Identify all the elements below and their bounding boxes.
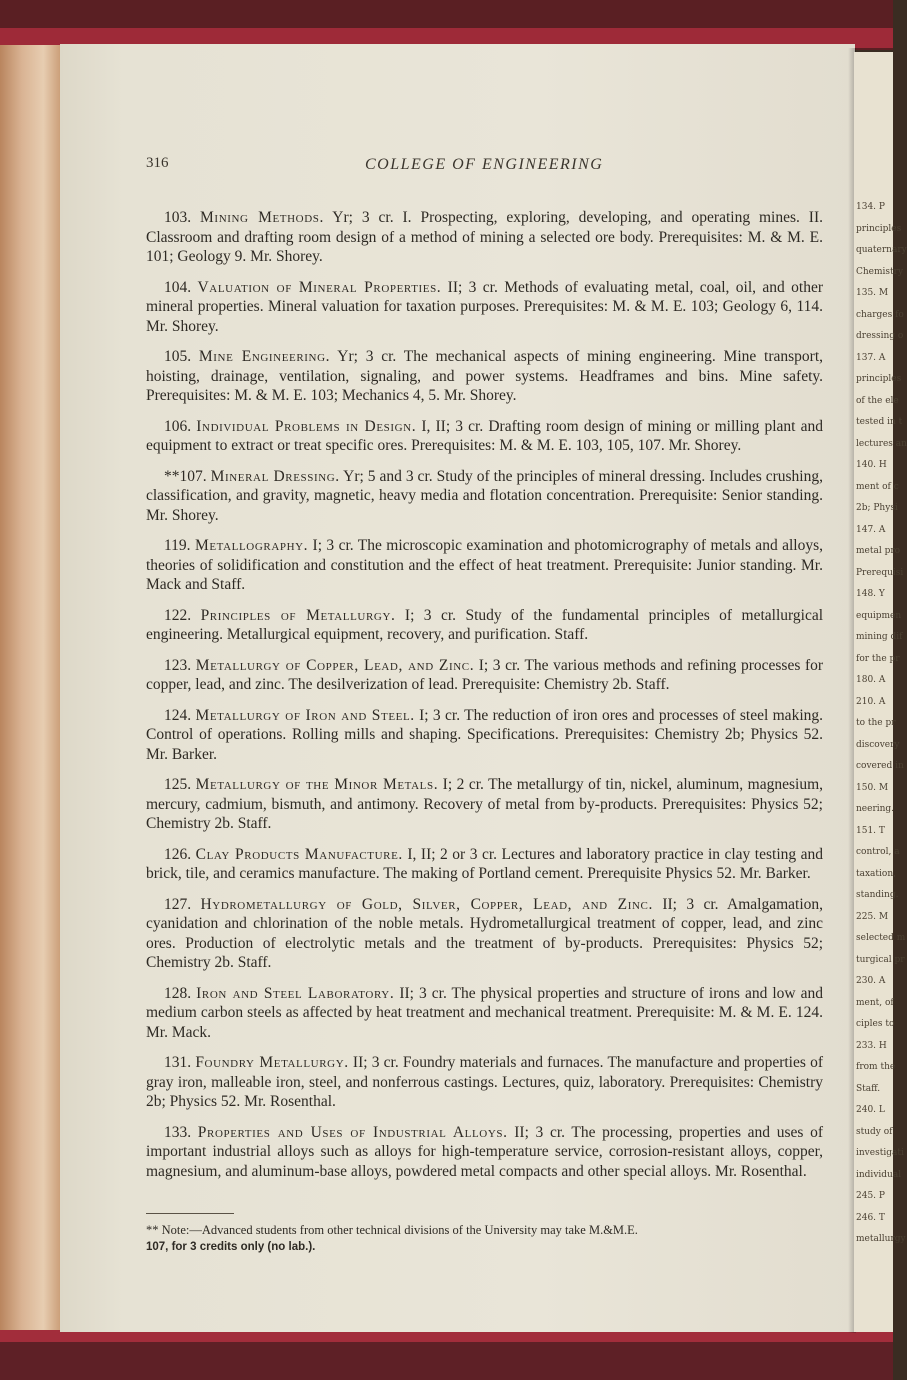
course-title: Metallurgy of Iron and Steel. xyxy=(195,706,415,724)
course-entry xyxy=(146,1123,823,1182)
course-description: I; 3 cr. The reduction of iron ores and processes of steel making. Control of operations. Rolling mills and shaping. Specifications. Prerequisites: Chemistry 2b; Physics 52. Mr. Barker. xyxy=(146,706,823,763)
course-number: 122. xyxy=(164,606,192,624)
facing-page-fragment: Prerequisi xyxy=(856,567,904,578)
course-number: 105. xyxy=(164,348,192,365)
course-description: II; 3 cr. Foundry materials and furnaces. The manufacture and properties of gray iron, malleable iron, steel, and nonferrous castings. Lectures, quiz, laboratory. Prerequisites: Chemistry 2b; Physics 52. Mr. Rosenthal. xyxy=(146,1054,823,1110)
footnote xyxy=(146,1222,826,1256)
course-description: II; 3 cr. Methods of evaluating metal, coal, oil, and other mineral properties. Mineral valuation for taxation purposes. Prerequisites: M. & M. E. 103; Geology 6, 114. Mr. Shorey. xyxy=(146,278,823,335)
footnote-line-2: 107, for 3 credits only (no lab.). xyxy=(146,1241,316,1253)
facing-page-fragment: charges fo xyxy=(856,309,904,320)
facing-page-fragment: individual xyxy=(856,1169,902,1180)
facing-page-fragment: 137. A xyxy=(856,352,886,363)
course-title: Mine Engineering. xyxy=(198,348,331,365)
course-number: 104. xyxy=(164,278,192,296)
facing-page-fragment: 2b; Physi xyxy=(856,503,898,513)
course-title: Principles of Metallurgy. xyxy=(200,606,396,624)
course-title: Properties and Uses of Industrial Alloys. xyxy=(197,1123,508,1141)
course-entry xyxy=(146,467,823,526)
course-entry xyxy=(146,347,823,406)
facing-page-fragment: from the xyxy=(856,1062,896,1072)
course-description: I; 3 cr. The microscopic examination and photomicrography of metals and alloys, theories of solidification and constitution and the effect of heat treatment. Prerequisite: Junior standing. Mr. Mack and Staff. xyxy=(146,537,823,593)
course-number: 125. xyxy=(164,776,192,793)
course-entry xyxy=(146,417,823,456)
course-entry xyxy=(146,536,823,595)
course-number: 133. xyxy=(164,1123,192,1141)
footnote-rule xyxy=(146,1213,234,1214)
course-title: Valuation of Mineral Properties. xyxy=(197,278,442,296)
facing-page-fragment: 140. H xyxy=(856,460,887,470)
course-entry xyxy=(146,845,823,884)
footnote-line-1: ** Note:—Advanced students from other technical divisions of the University may take M.&M.E. xyxy=(146,1223,638,1237)
course-description: Yr; 3 cr. I. Prospecting, exploring, developing, and operating mines. II. Classroom and drafting room design of a method of mining a selected ore body. Prerequisites: M. & M. E. 101; Geology 9. Mr. Shorey. xyxy=(146,209,824,265)
course-entry xyxy=(146,895,823,973)
facing-page-fragment: covered in xyxy=(856,761,904,771)
facing-page-fragment: of the ele xyxy=(856,395,899,406)
course-number: 126. xyxy=(164,845,192,863)
facing-page-fragment: 245. P xyxy=(856,1191,885,1201)
course-entry xyxy=(146,656,823,695)
facing-page-edge xyxy=(854,52,907,1332)
course-list xyxy=(146,208,823,1192)
facing-page-fragment: quaternary xyxy=(856,245,907,255)
facing-page-fragment: 240. L xyxy=(856,1105,885,1115)
course-description: II; 3 cr. The processing, properties and uses of important industrial alloys such as alloys for high-temperature service, corrosion-resistant alloys, copper, magnesium, and aluminum-base alloys, powdered metal compacts and other special alloys. Mr. Rosenthal. xyxy=(146,1123,823,1180)
facing-page-fragment: taxation, xyxy=(856,868,896,879)
course-description: I, II; 3 cr. Drafting room design of mining or milling plant and equipment to extract or treat specific ores. Prerequisites: M. & M. E. 103, 105, 107. Mr. Shorey. xyxy=(146,417,824,454)
facing-page-fragment: turgical pr xyxy=(856,954,905,965)
facing-page-fragment: 134. P xyxy=(856,202,885,212)
facing-page-fragment: study of xyxy=(856,1126,893,1137)
course-entry xyxy=(146,775,823,834)
facing-page-fragment: 210. A xyxy=(856,696,886,707)
facing-page-fragment: Staff. xyxy=(856,1083,881,1094)
running-head: COLLEGE OF ENGINEERING xyxy=(365,156,604,173)
course-title: Metallurgy of the Minor Metals. xyxy=(195,776,439,793)
course-description: Yr; 5 and 3 cr. Study of the principles of mineral dressing. Includes crushing, classification, and gravity, magnetic, heavy media and flotation concentration. Prerequisite: Senior standing. Mr. Shorey. xyxy=(146,467,823,524)
course-description: II; 3 cr. The physical properties and structure of irons and low and medium carbon steels as affected by heat treatment and mechanical treatment. Prerequisite: M. & M. E. 124. Mr. Mack. xyxy=(146,984,824,1041)
course-title: Metallurgy of Copper, Lead, and Zinc. xyxy=(195,656,475,674)
facing-page-fragment: selected m xyxy=(856,933,906,943)
course-number: 127. xyxy=(164,895,192,913)
facing-page-fragment: neering. xyxy=(856,804,895,814)
course-title: Metallography. xyxy=(194,537,309,554)
facing-page-fragment: ciples to xyxy=(856,1019,895,1029)
facing-page-fragment: principles xyxy=(856,223,902,234)
facing-page-fragment: investigati xyxy=(856,1148,904,1158)
facing-page-fragment: tested in t xyxy=(856,417,903,427)
course-title: Mining Methods. xyxy=(200,209,324,226)
page-number: 316 xyxy=(146,155,169,171)
course-entry xyxy=(146,984,823,1043)
facing-page-fragment: control, a xyxy=(856,847,900,857)
facing-page-fragment: metal pro xyxy=(856,546,901,556)
facing-page-fragment: 225. M xyxy=(856,911,889,922)
course-title: Iron and Steel Laboratory. xyxy=(196,984,395,1002)
course-entry xyxy=(146,706,823,765)
course-description: I; 3 cr. Study of the fundamental principles of metallurgical engineering. Metallurgical equipment, recovery, and purification. Staff. xyxy=(146,606,824,643)
course-description: I; 3 cr. The various methods and refining processes for copper, lead, and zinc. The desilverization of lead. Prerequisite: Chemistry 2b. Staff. xyxy=(146,656,824,693)
facing-page-fragment: for the pr xyxy=(856,653,900,664)
facing-page-fragment: principles xyxy=(856,374,902,384)
facing-page-fragment: ment, of xyxy=(856,997,894,1008)
facing-page-fragment: mining dif xyxy=(856,632,903,642)
course-number: 128. xyxy=(164,984,192,1002)
course-number: 124. xyxy=(164,706,192,724)
facing-page-fragment: 151. T xyxy=(856,825,885,836)
course-number: 119. xyxy=(164,537,191,554)
course-description: Yr; 3 cr. The mechanical aspects of mining engineering. Mine transport, hoisting, drainage, ventilation, signaling, and power systems. Headframes and bins. Mine safety. Prerequisites: M. & M. E. 103; Mechanics 4, 5. Mr. Shorey. xyxy=(146,348,824,404)
course-entry xyxy=(146,278,823,337)
facing-page-fragment: 230. A xyxy=(856,976,886,986)
facing-page-fragment: 180. A xyxy=(856,675,886,685)
facing-page-fragment: metallurgy xyxy=(856,1234,906,1244)
course-title: Foundry Metallurgy. xyxy=(195,1054,349,1071)
facing-page-fragment: equipmen xyxy=(856,610,902,621)
course-number: 123. xyxy=(164,656,192,674)
facing-page-fragment: 135. M xyxy=(856,288,889,298)
course-entry xyxy=(146,606,823,645)
course-title: Individual Problems in Design. xyxy=(196,417,417,435)
facing-page-fragment: Chemistry xyxy=(856,266,904,277)
course-title: Clay Products Manufacture. xyxy=(195,845,403,863)
course-description: I, II; 2 or 3 cr. Lectures and laboratory practice in clay testing and brick, tile, and ceramics manufacture. The making of Portland cement. Prerequisite Physics 52. Mr. Barker. xyxy=(146,845,823,882)
course-number: 131. xyxy=(164,1054,192,1071)
facing-page-fragment: standing. xyxy=(856,890,899,900)
facing-page-fragment: discovery xyxy=(856,739,900,750)
course-number: 103. xyxy=(164,209,192,226)
facing-page-fragment: 148. Y xyxy=(856,589,885,599)
course-description: I; 2 cr. The metallurgy of tin, nickel, aluminum, magnesium, mercury, cadmium, bismuth, and antimony. Recovery of metal from by-products. Prerequisites: Physics 52; Chemistry 2b. Staff. xyxy=(146,776,823,832)
facing-page-fragment: dressing o xyxy=(856,331,904,341)
facing-page-fragment: 147. A xyxy=(856,524,886,535)
course-title: Mineral Dressing. xyxy=(210,467,340,485)
course-entry xyxy=(146,1053,823,1112)
page-edges-left xyxy=(0,45,62,1335)
course-description: II; 3 cr. Amalgamation, cyanidation and chlorination of the noble metals. Hydrometallurgical treatment of copper, lead, and zinc ores. Production of electrolytic metals and the treatment of by-products. Prerequisites: Physics 52; Chemistry 2b. Staff. xyxy=(146,895,823,971)
facing-page-fragment: ment of c xyxy=(856,481,899,492)
course-entry xyxy=(146,208,823,267)
facing-page-fragment: 233. H xyxy=(856,1040,887,1051)
facing-page-fragment: 150. M xyxy=(856,782,889,793)
facing-page-fragment: lectures an xyxy=(856,438,907,449)
facing-page-fragment: 246. T xyxy=(856,1212,885,1223)
facing-page-fragment: to the pr xyxy=(856,718,896,728)
course-number: 106. xyxy=(164,417,192,435)
course-title: Hydrometallurgy of Gold, Silver, Copper, Lead, and Zinc. xyxy=(200,895,653,913)
course-number: **107. xyxy=(164,467,207,485)
